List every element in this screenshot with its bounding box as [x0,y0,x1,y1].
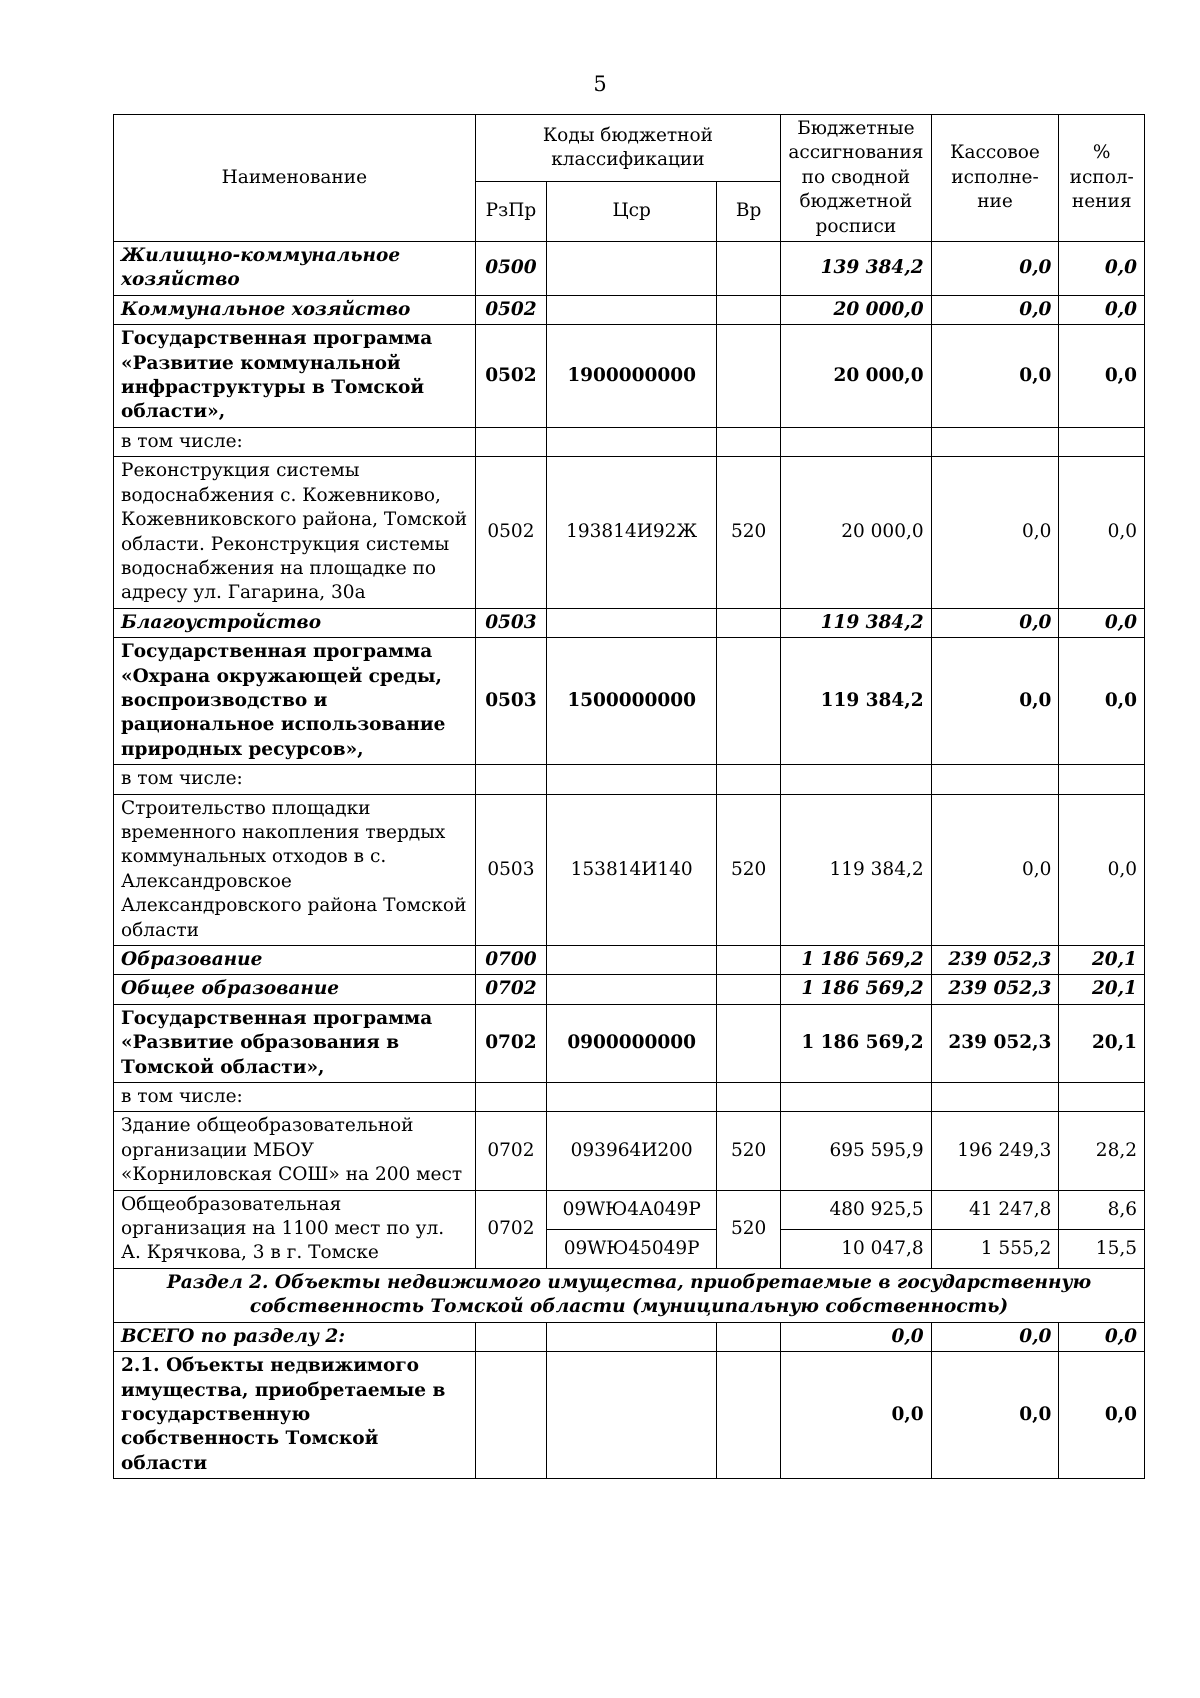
header-vr: Вр [717,182,781,242]
budget-table [113,114,1145,1479]
header-rzpr: РзПр [475,182,546,242]
table-row: Общее образование 0702 1 186 569,2 239 052,3 20,1 [114,975,1145,1004]
section-2-header-row [114,1268,1145,1322]
table-row: Благоустройство 0503 119 384,2 0,0 0,0 [114,608,1145,637]
table-row: 09WЮ45049Р 10 047,8 1 555,2 15,5 [114,1229,1145,1268]
table-row: Коммунальное хозяйство 0502 20 000,0 0,0 0,0 [114,295,1145,324]
header-assign: Бюджетные ассигнования по сводной бюджетной росписи [781,115,932,242]
table-row: Государственная программа «Развитие образования в Томской области», 0702 0900000000 1 186 569,2 239 052,3 20,1 [114,1004,1145,1082]
table-row: Реконструкция системы водоснабжения с. Кожевниково, Кожевниковского района, Томской области. Реконструкция системы водоснабжения на площадке по адресу ул. Гагарина, 30а 0502 193814И92Ж 520 20 000,0 0,0 0,0 [114,457,1145,608]
header-name: Наименование [114,115,476,242]
table-row: 2.1. Объекты недвижимого имущества, приобретаемые в государственную собственность Томской области 0,0 0,0 0,0 [114,1352,1145,1479]
table-row: Государственная программа «Развитие коммунальной инфраструктуры в Томской области», 0502 1900000000 20 000,0 0,0 0,0 [114,325,1145,428]
table-row: Общеобразовательная организация на 1100 мест по ул. А. Крячкова, 3 в г. Томске 0702 09WЮ4А049Р 520 480 925,5 41 247,8 8,6 [114,1190,1145,1229]
table-row: Государственная программа «Охрана окружающей среды, воспроизводство и рациональное использование природных ресурсов», 0503 1500000000 119 384,2 0,0 0,0 [114,638,1145,765]
table-row: в том числе: [114,1083,1145,1112]
page-number: 5 [593,72,607,96]
table-row: в том числе: [114,765,1145,794]
section-2-title: Раздел 2. Объекты недвижимого имущества, приобретаемые в государственную собственность Томской области (муниципальную собственность) [114,1268,1145,1322]
header-cash: Кассовое исполне-ние [931,115,1059,242]
table-row: Жилищно-коммунальное хозяйство 0500 139 384,2 0,0 0,0 [114,242,1145,296]
table-row: ВСЕГО по разделу 2: 0,0 0,0 0,0 [114,1322,1145,1351]
table-row: Здание общеобразовательной организации МБОУ «Корниловская СОШ» на 200 мест 0702 093964И200 520 695 595,9 196 249,3 28,2 [114,1112,1145,1190]
table-row: Образование 0700 1 186 569,2 239 052,3 20,1 [114,946,1145,975]
header-codes: Коды бюджетной классификации [475,115,780,182]
table-row: Строительство площадки временного накопления твердых коммунальных отходов в с. Александровское Александровского района Томской области 0503 153814И140 520 119 384,2 0,0 0,0 [114,794,1145,945]
header-csr: Цср [547,182,717,242]
table-row: в том числе: [114,427,1145,456]
header-pct: % испол-нения [1059,115,1145,242]
